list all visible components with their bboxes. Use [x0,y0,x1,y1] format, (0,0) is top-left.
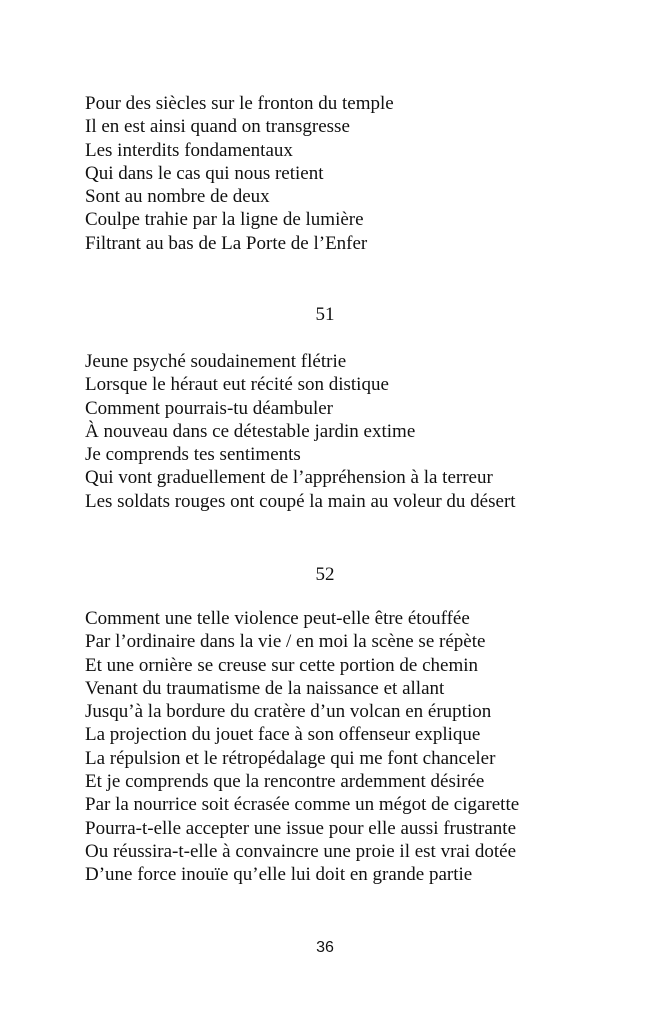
verse-line: Je comprends tes sentiments [85,444,301,466]
verse-line: Jeune psyché soudainement flétrie [85,351,347,372]
verse-line: Venant du traumatisme de la naissance et allant [85,677,445,699]
verse-line: Pour des siècles sur le fronton du temple [85,93,394,114]
verse-line: Qui vont graduellement de l’appréhension à la terreur [85,467,493,489]
verse-line: Filtrant au bas de La Porte de l’Enfer [85,232,368,254]
verse-line: Et une ornière se creuse sur cette portion de chemin [85,654,479,676]
verse-line: Comment une telle violence peut-elle être étouffée [85,608,470,629]
verse-line: Et je comprends que la rencontre ardemment désirée [85,771,485,793]
verse-line: Jusqu’à la bordure du cratère d’un volcan en éruption [85,701,492,723]
verse-line: Les soldats rouges ont coupé la main au voleur du désert [85,490,516,512]
verse-line: Comment pourrais-tu déambuler [85,397,333,419]
verse-line: Coulpe trahie par la ligne de lumière [85,209,364,231]
poem-number-52: 52 [315,564,335,585]
poem-number-51: 51 [315,304,335,325]
verse-line: Qui dans le cas qui nous retient [85,162,324,184]
verse-line: Sont au nombre de deux [85,186,270,208]
verse-line: Lorsque le héraut eut récité son distique [85,374,389,396]
verse-line: Les interdits fondamentaux [85,139,293,161]
poem-52-stanza [85,607,605,887]
page-number: 36 [316,939,334,956]
poem-51-stanza [85,350,605,513]
verse-line: La projection du jouet face à son offenseur explique [85,724,481,746]
verse-line: À nouveau dans ce détestable jardin extime [85,420,416,442]
verse-line: Pourra-t-elle accepter une issue pour elle aussi frustrante [85,817,517,839]
verse-line: La répulsion et le rétropédalage qui me font chanceler [85,747,496,769]
verse-line: Par l’ordinaire dans la vie / en moi la scène se répète [85,631,486,653]
verse-line: Il en est ainsi quand on transgresse [85,116,350,138]
verse-line: D’une force inouïe qu’elle lui doit en grande partie [85,864,473,886]
poem-50-continued-stanza [85,92,605,255]
verse-line: Ou réussira-t-elle à convaincre une proie il est vrai dotée [85,840,517,862]
verse-line: Par la nourrice soit écrasée comme un mégot de cigarette [85,794,520,816]
